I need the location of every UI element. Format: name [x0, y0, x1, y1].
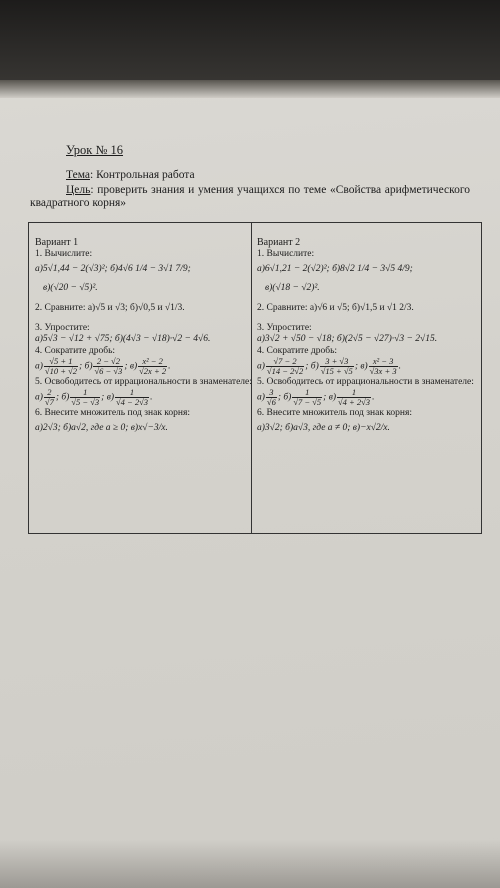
variant-1-title: Вариант 1 — [35, 237, 79, 248]
fraction: $\frac{√5 + 1}{√10 + √2}$ — [44, 356, 77, 376]
v2-task-1: 1. Вычислите: — [257, 249, 315, 259]
v1-task-6: 6. Внесите множитель под знак корня: — [35, 408, 191, 418]
variant-1-column — [35, 237, 253, 434]
fraction: $\frac{1}{√5 - √3}$ — [71, 387, 100, 407]
fraction: $\frac{1}{√4 - 2√3}$ — [115, 387, 149, 407]
v2-task-6-abv: а)3√2; б)a√3, где a ≠ 0; в)−x√2/x. — [257, 423, 390, 433]
fraction: $\frac{3 + √3}{√15 + √5}$ — [320, 356, 353, 376]
v2-task-3-ab: а)3√2 + √50 − √18; б)(2√5 − √27)·√3 − 2√15. — [257, 334, 438, 344]
variant-2-title: Вариант 2 — [257, 237, 301, 248]
paper-edge — [0, 80, 500, 98]
goal-label: Цель — [66, 184, 91, 196]
fraction: $\frac{1}{√7 - √5}$ — [293, 387, 322, 407]
topic-label: Тема — [66, 169, 90, 181]
fraction: $\frac{√7 - 2}{√14 - 2√2}$ — [266, 356, 304, 376]
v1-task-3-ab: а)5√3 − √12 + √75; б)(4√3 − √18)·√2 − 4√6. — [35, 334, 211, 344]
v1-task-1-v: в)(√20 − √5)². — [43, 283, 98, 293]
v2-task-5-fractions: а) $\frac{3}{√6}$ ; б) $\frac{1}{√7 - √5}$ ; в) $\frac{1}{√4 + 2√3}$ . — [257, 387, 375, 407]
v2-task-1-v: в)(√18 − √2)². — [265, 283, 320, 293]
fraction: $\frac{3}{√6}$ — [266, 387, 276, 407]
variant-2-column — [257, 237, 475, 434]
fraction: $\frac{\text{x² − 2}}{√2x + 2}$ — [139, 356, 167, 376]
v1-task-1-ab: а)5√1,44 − 2(√3)²; б)4√6 1/4 − 3√1 7/9; — [35, 264, 191, 274]
v2-task-6: 6. Внесите множитель под знак корня: — [257, 408, 413, 418]
v2-task-4-fractions: а) $\frac{√7 - 2}{√14 - 2√2}$ ; б) $\frac{3 + √3}{√15 + √5}$ ; в) $\frac{\text{x² − 3}}{√3x + 3}$ . — [257, 356, 401, 376]
v1-task-5: 5. Освободитесь от иррациональности в знаменателе: — [35, 377, 252, 387]
fraction: $\frac{1}{√4 + 2√3}$ — [337, 387, 371, 407]
v2-task-1-ab: а)6√1,21 − 2(√2)²; б)8√2 1/4 − 3√5 4/9; — [257, 264, 413, 274]
bottom-shadow — [0, 840, 500, 888]
variants-table — [28, 222, 482, 534]
topic-line — [66, 169, 195, 181]
v2-task-5: 5. Освободитесь от иррациональности в знаменателе: — [257, 377, 474, 387]
v1-task-5-fractions: а) $\frac{2}{√7}$ ; б) $\frac{1}{√5 - √3}$ ; в) $\frac{1}{√4 - 2√3}$ . — [35, 387, 153, 407]
v1-task-3: 3. Упростите: — [35, 323, 90, 333]
goal-line — [30, 184, 470, 210]
v2-task-4: 4. Сократите дробь: — [257, 346, 338, 356]
v1-task-4-fractions: а) $\frac{√5 + 1}{√10 + √2}$ ; б) $\frac{2 - √2}{√6 - √3}$ ; в) $\frac{\text{x² − 2}}{√2x + 2}$ . — [35, 356, 171, 376]
lesson-number: Урок № 16 — [66, 143, 124, 157]
fraction: $\frac{\text{x² − 3}}{√3x + 3}$ — [369, 356, 397, 376]
dark-background — [0, 0, 500, 92]
v1-task-6-abv: а)2√3; б)a√2, где a ≥ 0; в)x√−3/x. — [35, 423, 168, 433]
v1-task-4: 4. Сократите дробь: — [35, 346, 116, 356]
v2-task-3: 3. Упростите: — [257, 323, 312, 333]
goal-text: : проверить знания и умения учащихся по теме «Свойства арифметического квадратного корня» — [30, 184, 470, 209]
v1-task-1: 1. Вычислите: — [35, 249, 93, 259]
topic-text: : Контрольная работа — [90, 169, 195, 181]
v1-task-2: 2. Сравните: а)√5 и √3; б)√0,5 и √1/3. — [35, 303, 185, 313]
v2-task-2: 2. Сравните: а)√6 и √5; б)√1,5 и √1 2/3. — [257, 303, 414, 313]
fraction: $\frac{2}{√7}$ — [44, 387, 54, 407]
fraction: $\frac{2 - √2}{√6 - √3}$ — [94, 356, 123, 376]
lesson-title — [66, 143, 123, 158]
